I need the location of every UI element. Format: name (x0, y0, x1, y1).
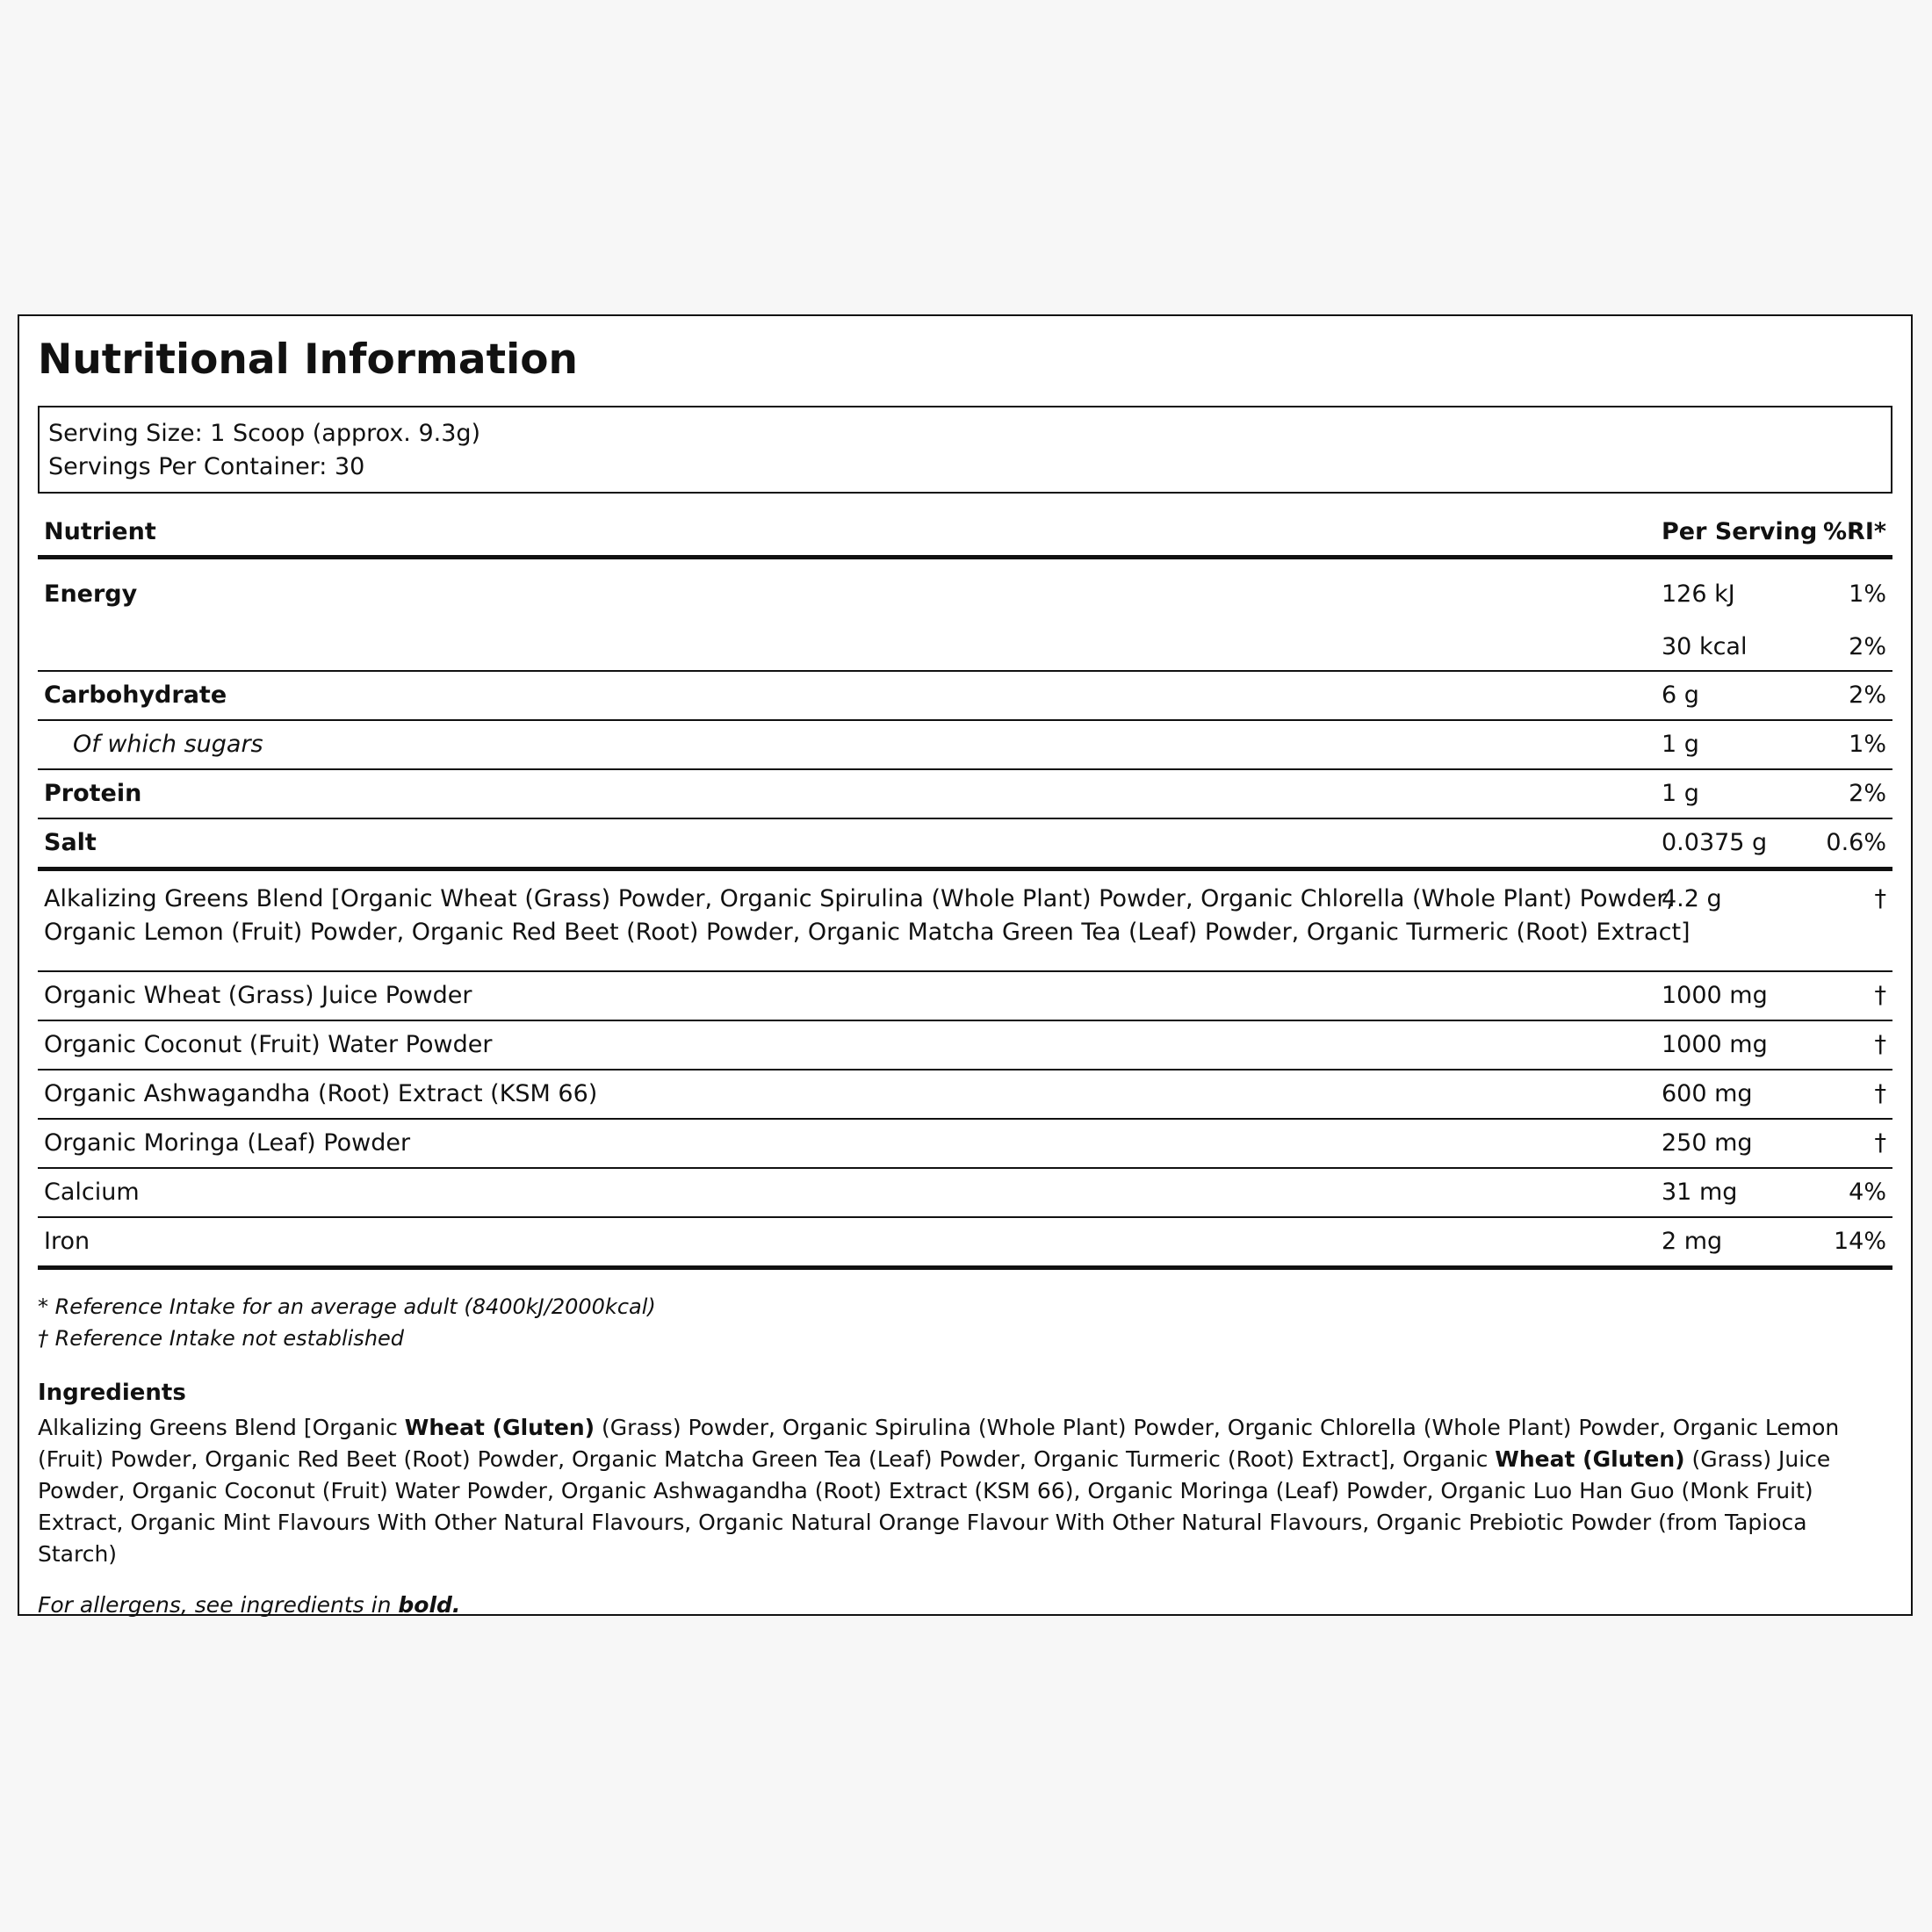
table-row-energy-kcal (38, 624, 1892, 671)
footnote-dagger: † Reference Intake not established (38, 1326, 405, 1351)
per-serving-value: 126 kJ (1662, 580, 1735, 608)
ri-value: † (1810, 971, 1892, 1020)
per-serving-value: 250 mg (1655, 1119, 1810, 1168)
nutrient-name: Of which sugars (38, 720, 1655, 769)
table-row-energy-kj (38, 558, 1892, 625)
header-nutrient: Nutrient (38, 509, 1655, 558)
ri-value: 2% (1810, 769, 1892, 818)
nutrient-name: Organic Wheat (Grass) Juice Powder (38, 971, 1655, 1020)
nutrient-name-empty (38, 624, 1655, 671)
ri-value: 2% (1810, 624, 1892, 671)
per-serving-value: 1000 mg (1655, 1020, 1810, 1070)
nutrition-label (18, 314, 1913, 1616)
allergen-note-text: For allergens, see ingredients in (38, 1592, 399, 1618)
ri-value: 14% (1810, 1217, 1892, 1268)
label-title: Nutritional Information (38, 335, 578, 384)
nutrient-name: Iron (38, 1217, 1655, 1268)
ingredients-part-2: (Grass) Powder, Organic Spirulina (Whole Plant) Powder, Organic Chlorella (Whole Plant) Powder, Organic Lemon (Fruit) Powder, Organic Red Beet (Root) Powder, Organic Matcha Green Tea (Leaf) Powder, Organic Turmeric (Root) Extract], Organic (38, 1415, 1840, 1472)
nutrient-name: Salt (38, 818, 1655, 869)
per-serving-value: 1000 mg (1655, 971, 1810, 1020)
allergen-note-bold: bold. (398, 1592, 461, 1618)
allergen-note (38, 1590, 1892, 1621)
table-row-carbohydrate (38, 671, 1892, 720)
table-row-coconut (38, 1020, 1892, 1070)
header-ri: %RI* (1810, 509, 1892, 558)
table-row-sugars (38, 720, 1892, 769)
nutrient-name: Organic Coconut (Fruit) Water Powder (38, 1020, 1655, 1070)
footnotes (38, 1291, 1892, 1354)
ri-value: 1% (1849, 580, 1886, 608)
per-serving-value: 600 mg (1655, 1070, 1810, 1119)
nutrient-name: Calcium (38, 1168, 1655, 1217)
per-serving-value: 0.0375 g (1655, 818, 1810, 869)
nutrient-name: Carbohydrate (38, 671, 1655, 720)
nutrition-table (38, 509, 1892, 1270)
per-serving-value: 30 kcal (1655, 624, 1810, 671)
per-serving-value: 31 mg (1655, 1168, 1810, 1217)
allergen-wheat-1: Wheat (Gluten) (404, 1415, 595, 1440)
ri-value: 0.6% (1810, 818, 1892, 869)
table-row-ashwagandha (38, 1070, 1892, 1119)
footnote-ri: * Reference Intake for an average adult (8400kJ/2000kcal) (38, 1294, 656, 1319)
table-row-greens-blend (38, 869, 1892, 972)
ri-value: † (1810, 1070, 1892, 1119)
nutrient-name: Organic Moringa (Leaf) Powder (38, 1119, 1655, 1168)
table-row-protein (38, 769, 1892, 818)
header-per-serving: Per Serving (1655, 509, 1810, 558)
ri-value: † (1810, 869, 1892, 972)
ingredients-part-3: (Grass) Juice Powder, Organic Coconut (Fruit) Water Powder, Organic Ashwagandha (Root) Extract (KSM 66), Organic Moringa (Leaf) Powder, Organic Luo Han Guo (Monk Fruit) Extract, Organic Mint Flavours With Other Natural Flavours, Organic Natural Orange Flavour With Other Natural Flavours, Organic Prebiotic Powder (from Tapioca Starch) (38, 1446, 1831, 1567)
ri-value: 4% (1810, 1168, 1892, 1217)
table-row-iron (38, 1217, 1892, 1268)
per-serving-value: 1 g (1655, 720, 1810, 769)
per-serving-value: 6 g (1655, 671, 1810, 720)
ri-value: † (1810, 1020, 1892, 1070)
blend-line-2: Organic Lemon (Fruit) Powder, Organic Red Beet (Root) Powder, Organic Matcha Green Tea (Leaf) Powder, Organic Turmeric (Root) Extract] (44, 919, 1690, 946)
nutrient-name: Protein (38, 769, 1655, 818)
serving-info-box (38, 406, 1892, 494)
nutrient-name: Energy (44, 580, 138, 608)
ingredients-part-1: Alkalizing Greens Blend [Organic (38, 1415, 405, 1440)
per-serving-value: 1 g (1655, 769, 1810, 818)
ri-value: 1% (1810, 720, 1892, 769)
nutrient-name: Organic Ashwagandha (Root) Extract (KSM 66) (38, 1070, 1655, 1119)
ri-value: 2% (1810, 671, 1892, 720)
ri-value: † (1810, 1119, 1892, 1168)
table-row-salt (38, 818, 1892, 869)
serving-size: Serving Size: 1 Scoop (approx. 9.3g) (48, 420, 481, 447)
table-row-calcium (38, 1168, 1892, 1217)
servings-per-container: Servings Per Container: 30 (48, 453, 365, 480)
allergen-wheat-2: Wheat (Gluten) (1495, 1446, 1685, 1472)
per-serving-value: 4.2 g (1655, 869, 1810, 972)
per-serving-value: 2 mg (1655, 1217, 1810, 1268)
ingredients-text (38, 1412, 1892, 1570)
nutrient-name (38, 869, 1690, 972)
table-row-moringa (38, 1119, 1892, 1168)
table-header-row (38, 509, 1892, 558)
ingredients-title: Ingredients (38, 1380, 186, 1406)
table-row-wheat-juice (38, 971, 1892, 1020)
blend-line-1: Alkalizing Greens Blend [Organic Wheat (Grass) Powder, Organic Spirulina (Whole Plant) Powder, Organic Chlorella (Whole Plant) Powder, (44, 885, 1674, 912)
